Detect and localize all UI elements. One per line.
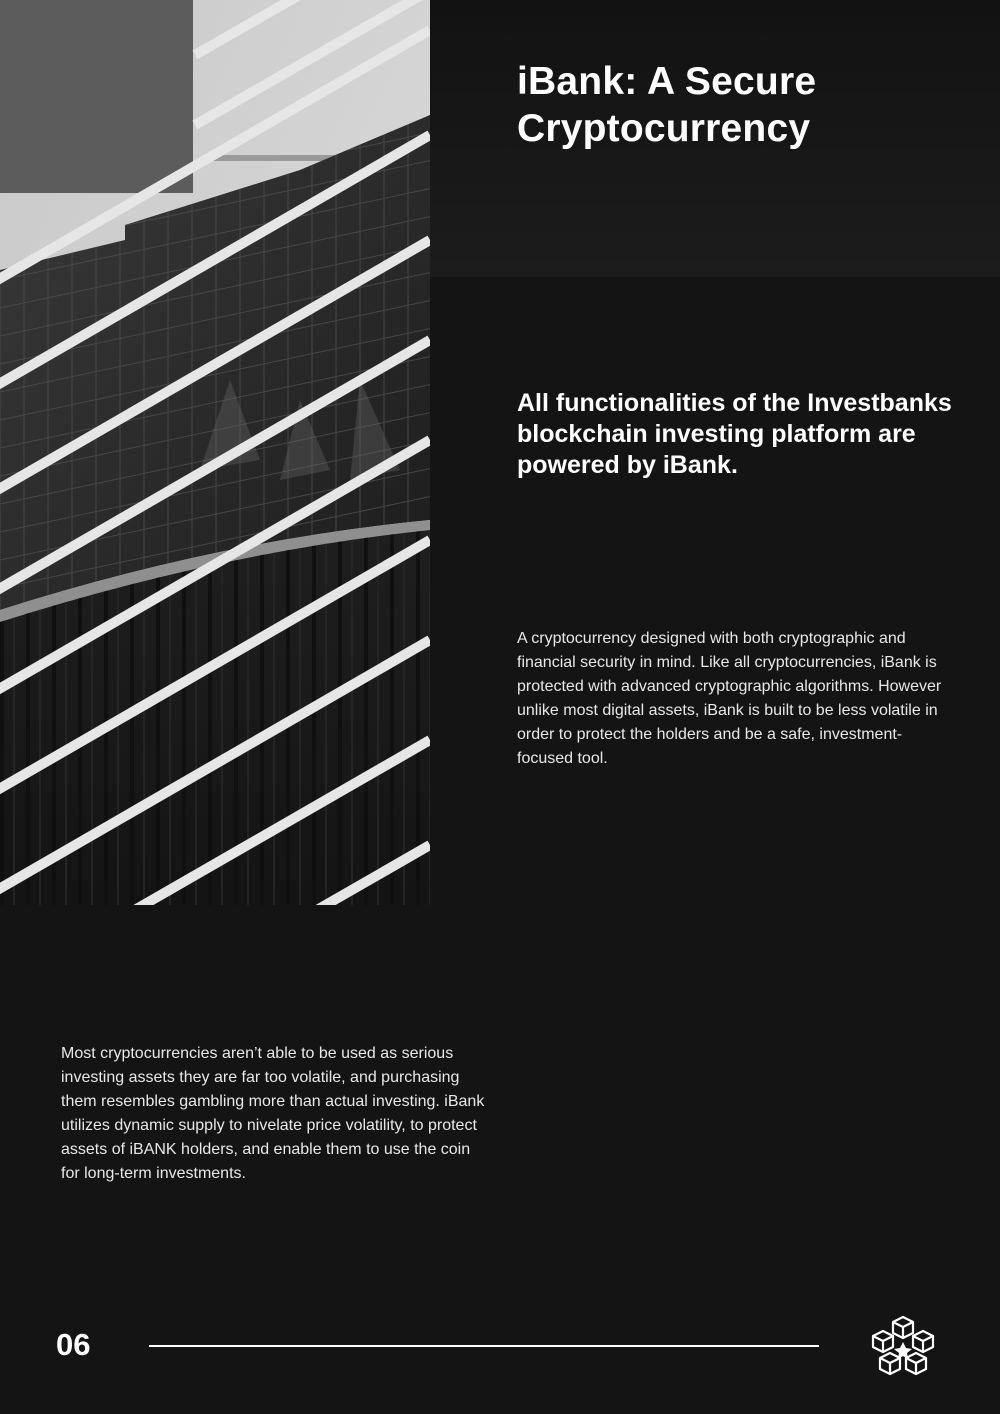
page-title: [517, 58, 957, 152]
cube-cluster-icon: [870, 1314, 936, 1378]
paragraph-right: A cryptocurrency designed with both cryptographic and financial security in mind. Like all cryptocurrencies, iBank is protected with advanced cryptographic algorithms. However unlike most digital assets, iBank is built to be less volatile in order to protect the holders and be a safe, investment-focused tool.: [517, 630, 942, 767]
building-photo: [0, 0, 430, 905]
paragraph-left: Most cryptocurrencies aren’t able to be used as serious investing assets they are far too volatile, and purchasing them resembles gambling more than actual investing. iBank utilizes dynamic supply to nivelate price volatility, to protect assets of iBANK holders, and enable them to use the coin for long-term investments.: [61, 1045, 485, 1182]
page-number: 06: [56, 1327, 91, 1362]
title-line-2: Cryptocurrency: [517, 107, 811, 150]
footer-divider: [149, 1345, 819, 1347]
intro-heading: All functionalities of the Investbanks blockchain investing platform are powered by iBank.: [517, 389, 952, 479]
title-line-1: iBank: A Secure: [517, 60, 817, 103]
